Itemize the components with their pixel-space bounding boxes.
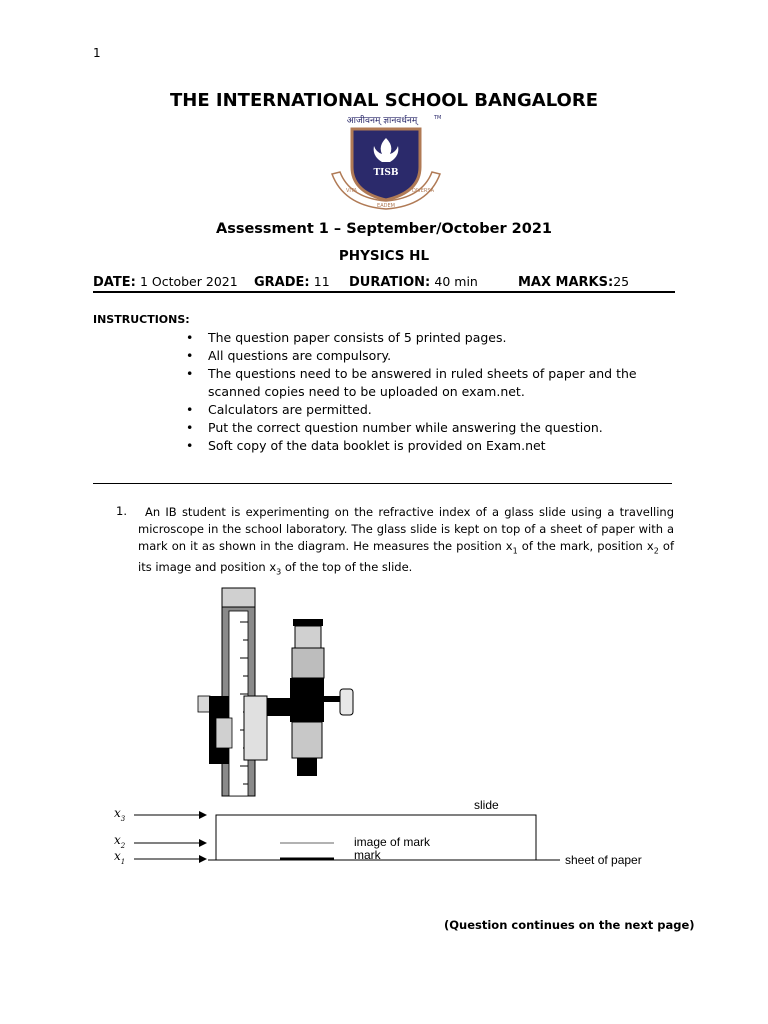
tube-body bbox=[290, 678, 324, 722]
sheet-of-paper-label: sheet of paper bbox=[565, 853, 642, 867]
clamp-window bbox=[216, 718, 232, 748]
header-rule bbox=[93, 291, 675, 293]
grade-label: GRADE: bbox=[254, 275, 310, 290]
mark-label: mark bbox=[354, 848, 381, 862]
tube-upper bbox=[292, 648, 324, 678]
logo-ribbon-left: VITA bbox=[346, 188, 357, 194]
school-logo bbox=[326, 112, 446, 216]
travelling-microscope-figure bbox=[196, 586, 360, 798]
logo-tm: TM bbox=[434, 115, 442, 121]
subject-title: PHYSICS HL bbox=[338, 248, 430, 264]
duration-label: DURATION: bbox=[349, 275, 431, 290]
tube-lower bbox=[292, 722, 322, 758]
instructions-list bbox=[186, 329, 656, 455]
grade-value: 11 bbox=[313, 274, 330, 289]
marks-value: 25 bbox=[613, 274, 630, 289]
slide-label: slide bbox=[474, 798, 499, 812]
eyepiece-cap bbox=[293, 619, 323, 626]
carriage bbox=[244, 696, 267, 760]
focus-knob bbox=[340, 689, 353, 715]
question-text bbox=[138, 504, 674, 581]
focus-shaft bbox=[324, 696, 340, 702]
bullet-icon: • bbox=[186, 438, 194, 453]
section-rule bbox=[93, 483, 672, 484]
subscript: 2 bbox=[653, 546, 659, 556]
assessment-title: Assessment 1 – September/October 2021 bbox=[215, 221, 553, 237]
meta-date bbox=[93, 274, 238, 290]
meta-grade bbox=[254, 274, 330, 290]
duration-value: 40 min bbox=[434, 274, 478, 289]
x2-label: $x_2$ bbox=[114, 833, 126, 850]
instruction-text: Soft copy of the data booklet is provided on Exam.net bbox=[208, 438, 546, 453]
continues-note: (Question continues on the next page) bbox=[444, 918, 695, 932]
instruction-text: Put the correct question number while answering the question. bbox=[208, 420, 603, 435]
meta-duration bbox=[349, 274, 478, 290]
subscript: 1 bbox=[512, 546, 518, 556]
page-number: 1 bbox=[93, 46, 101, 60]
instructions-heading: INSTRUCTIONS: bbox=[93, 313, 190, 326]
slide-diagram bbox=[108, 796, 668, 876]
x1-label: $x_1$ bbox=[114, 849, 126, 866]
eyepiece bbox=[295, 626, 321, 648]
logo-ribbon-right: DIVERSA bbox=[412, 188, 435, 194]
scale-cap bbox=[222, 588, 255, 607]
x3-label: $x_3$ bbox=[114, 806, 126, 823]
instruction-text: Calculators are permitted. bbox=[208, 402, 372, 417]
bullet-icon: • bbox=[186, 402, 194, 417]
arm bbox=[267, 698, 293, 716]
bullet-icon: • bbox=[186, 348, 194, 363]
logo-motto: आजीवनम् ज्ञानवर्धनम् bbox=[346, 116, 418, 126]
instruction-item bbox=[186, 365, 656, 401]
meta-max-marks bbox=[518, 274, 629, 290]
bullet-icon: • bbox=[186, 330, 194, 345]
logo-ribbon-center: EADEM bbox=[377, 203, 395, 209]
date-label: DATE: bbox=[93, 275, 136, 290]
instruction-item bbox=[186, 437, 656, 455]
instruction-text: The questions need to be answered in ruled sheets of paper and the scanned copies need to be uploaded on exam.net. bbox=[208, 366, 637, 399]
instruction-item bbox=[186, 401, 656, 419]
objective-lens bbox=[297, 758, 317, 776]
logo-crest-text: TISB bbox=[373, 168, 399, 178]
question-text-part: of the top of the slide. bbox=[281, 560, 413, 575]
question-text-part: of the mark, position x bbox=[517, 539, 654, 553]
subscript: 3 bbox=[276, 567, 282, 577]
instruction-text: All questions are compulsory. bbox=[208, 348, 392, 363]
marks-label: MAX MARKS: bbox=[518, 275, 614, 290]
instruction-item bbox=[186, 419, 656, 437]
bullet-icon: • bbox=[186, 420, 194, 435]
bullet-icon: • bbox=[186, 366, 194, 381]
side-knob bbox=[198, 696, 210, 712]
image-of-mark-label: image of mark bbox=[354, 835, 431, 849]
question-number: 1. bbox=[116, 504, 127, 518]
instruction-text: The question paper consists of 5 printed pages. bbox=[208, 330, 507, 345]
school-name: THE INTERNATIONAL SCHOOL BANGALORE bbox=[170, 90, 598, 111]
question-text-part: An IB student is experimenting on the refractive index of a glass slide using a travelling microscope in the school laboratory. The glass slide is kept on top of a sheet of paper with a mark on it as shown in the diagram. He measures the position x bbox=[138, 505, 674, 553]
instruction-item bbox=[186, 329, 656, 347]
instruction-item bbox=[186, 347, 656, 365]
date-value: 1 October 2021 bbox=[139, 274, 238, 289]
question-text-part: of its image and position x bbox=[138, 539, 674, 575]
